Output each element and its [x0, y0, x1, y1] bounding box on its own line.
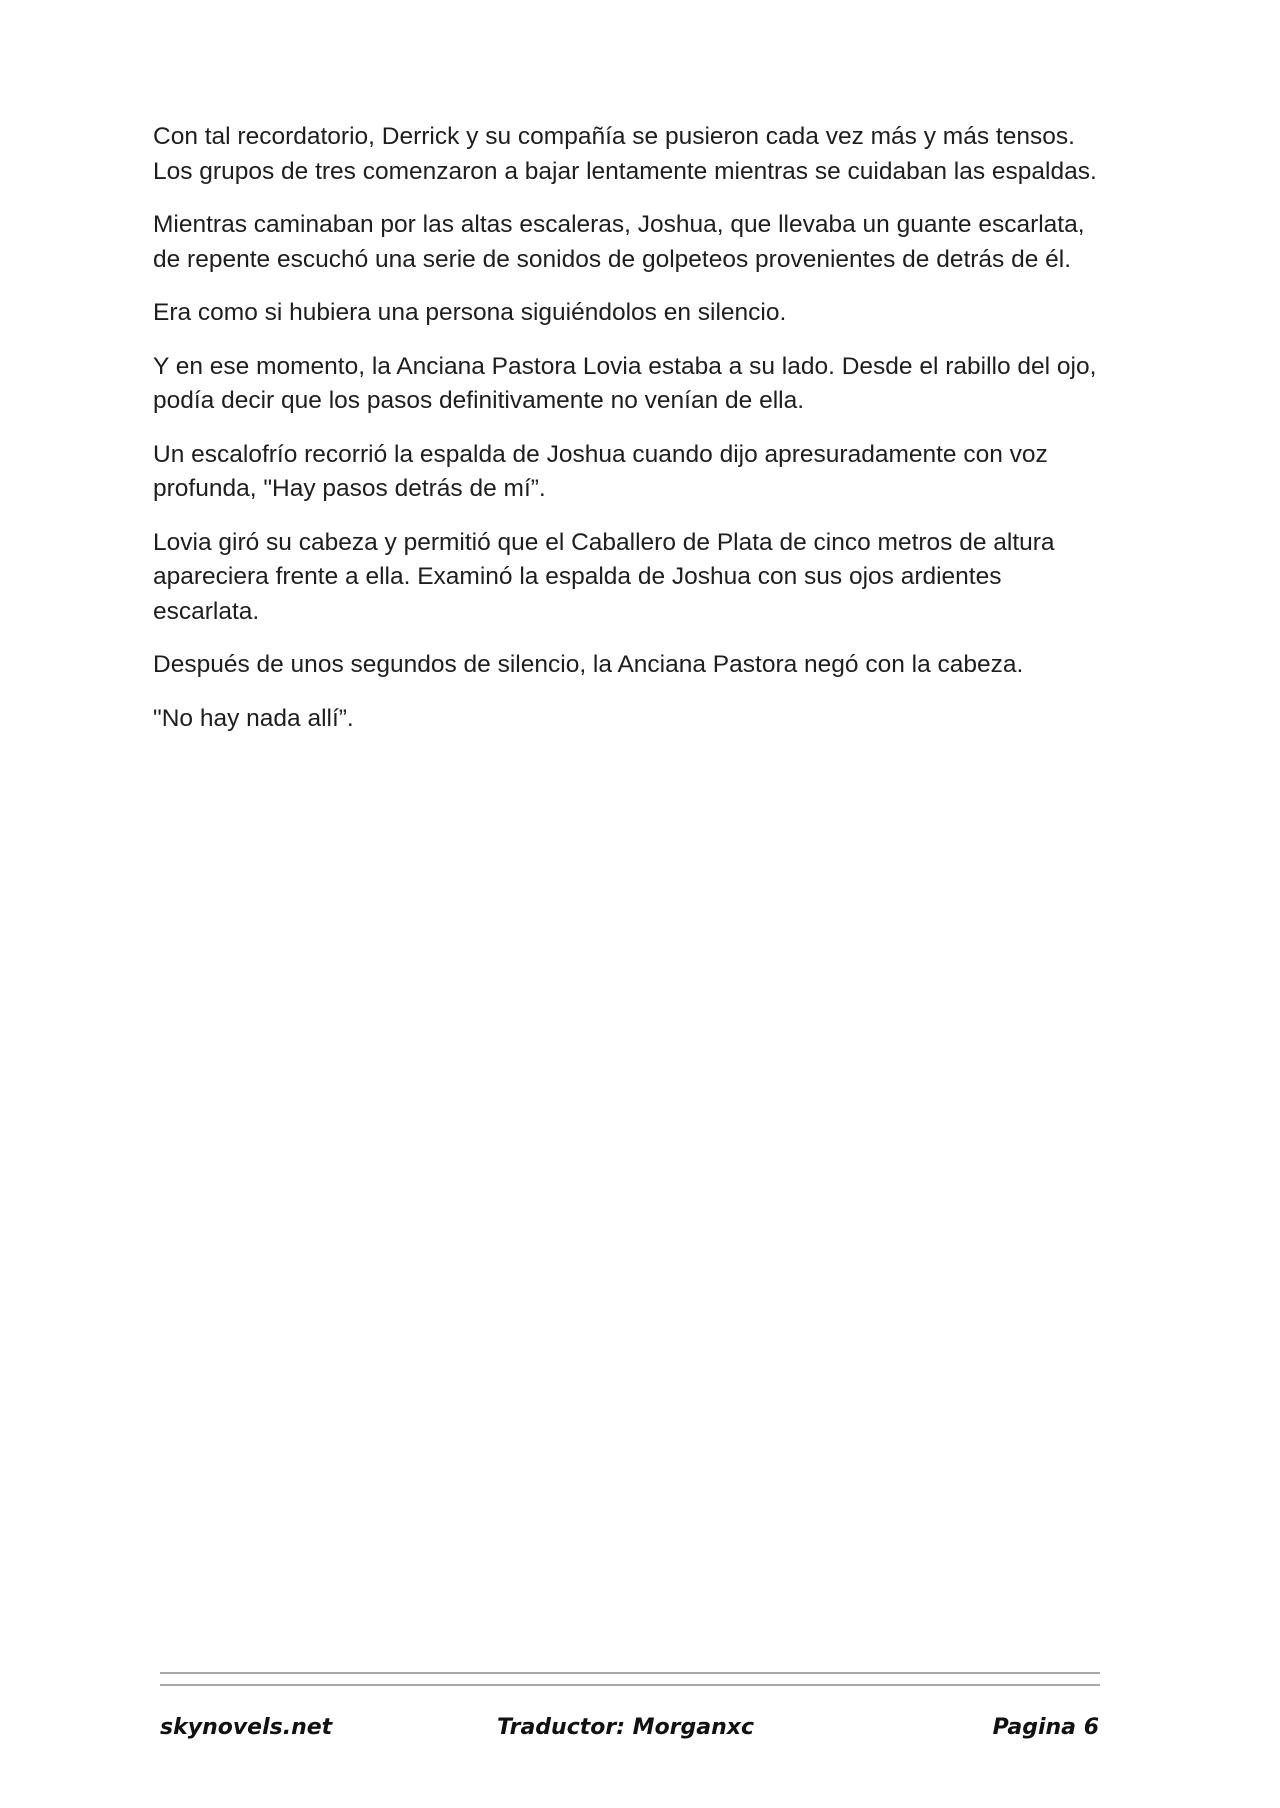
footer-translator: Traductor: Morganxc: [497, 1715, 755, 1740]
paragraph: Lovia giró su cabeza y permitió que el Caballero de Plata de cinco metros de altura apareciera frente a ella. Examinó la espalda de Joshua con sus ojos ardientes escarlata.: [153, 528, 1055, 625]
paragraph: Mientras caminaban por las altas escaleras, Joshua, que llevaba un guante escarlata, de repente escuchó una serie de sonidos de golpeteos provenientes de detrás de él.: [153, 211, 1085, 273]
footer-site: skynovels.net: [160, 1715, 333, 1740]
paragraph: Un escalofrío recorrió la espalda de Joshua cuando dijo apresuradamente con voz profunda, "Hay pasos detrás de mí”.: [153, 440, 1048, 502]
paragraph: Y en ese momento, la Anciana Pastora Lovia estaba a su lado. Desde el rabillo del ojo, podía decir que los pasos definitivamente no venían de ella.: [153, 352, 1097, 414]
paragraph: Con tal recordatorio, Derrick y su compañía se pusieron cada vez más y más tensos. Los grupos de tres comenzaron a bajar lentamente mientras se cuidaban las espaldas.: [153, 123, 1097, 185]
footer-divider-top: [160, 1672, 1100, 1674]
footer-page-number: Pagina 6: [992, 1715, 1099, 1740]
paragraph: Era como si hubiera una persona siguiéndolos en silencio.: [153, 299, 787, 326]
paragraph: Después de unos segundos de silencio, la Anciana Pastora negó con la cabeza.: [153, 651, 1024, 678]
page-body: [153, 120, 1113, 755]
paragraph: "No hay nada allí”.: [153, 704, 354, 732]
footer-divider-bottom: [160, 1684, 1100, 1686]
